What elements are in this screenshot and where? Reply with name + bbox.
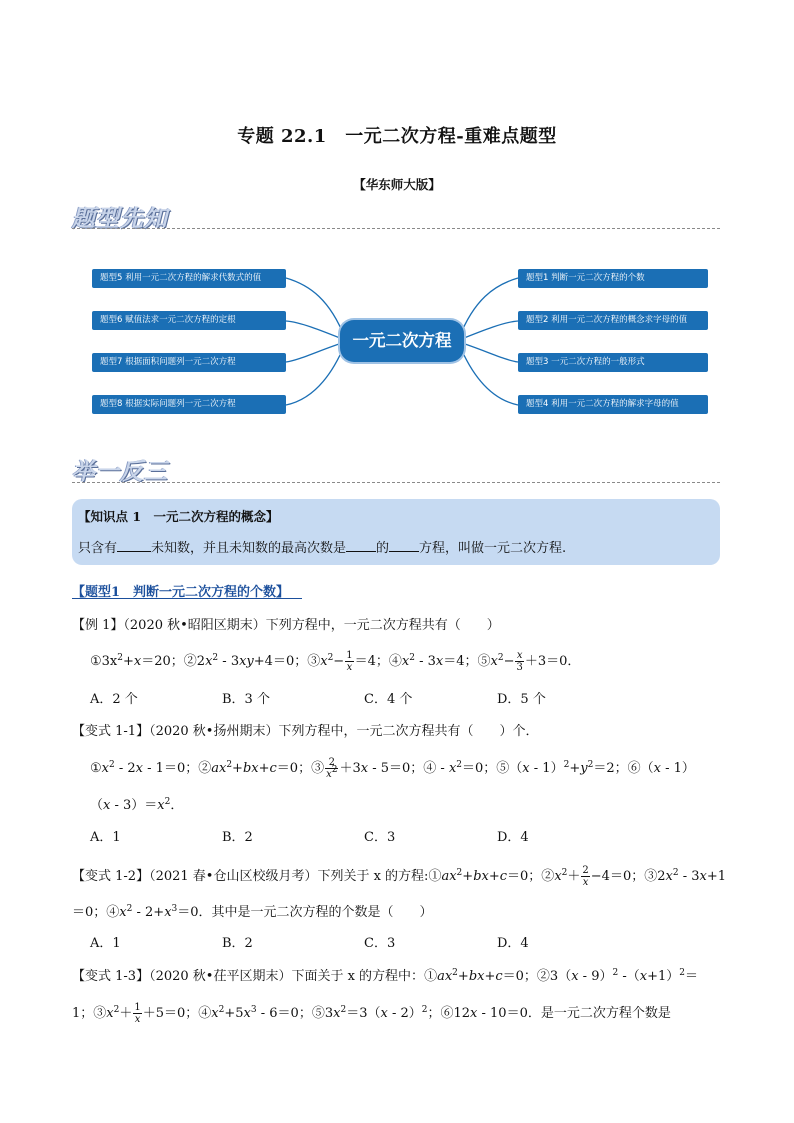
variant-1-2-line1: 【变式 1-2】（2021 春•仓山区校级月考）下列关于 x 的方程$:①ax^2+bx+c=0$；$②x^2+$ $\frac{2}{x}$ −4＝0；$③2x^2 - 3x+1$ <box>72 865 727 888</box>
blank-field <box>117 539 151 552</box>
variant-1-3-line1: 【变式 1-3】（2020 秋•茌平区期末）下面关于 x 的方程中：$①ax^2+bx+c=0$；②3（x - 9）$^2$ $-(x+1)^2=$ <box>72 968 699 984</box>
blank-field <box>346 539 376 552</box>
section-banner-practice: 举一反三 <box>72 459 168 485</box>
page-subtitle: 【华东师大版】 <box>353 177 441 192</box>
option-c: C．3 <box>364 830 396 845</box>
knowledge-text: 只含有 未知数，并且未知数的最高次数是 的 方程，叫做一元二次方程. <box>78 541 567 556</box>
mindmap-node-type6: 题型6 赋值法求一元二次方程的定根 <box>92 311 286 330</box>
option-d: D．4 <box>497 830 529 845</box>
option-a: A．2 个 <box>90 692 138 707</box>
option-c: C．4 个 <box>364 692 413 707</box>
mindmap-node-type3: 题型3 一元二次方程的一般形式 <box>518 353 708 372</box>
example-1-equations: $①3x^2+x=20$；$②2x^2 - 3xy+4=0$；$③x^2-$ $\frac{1}{x}$ ＝4；$④x^2 - 3x=4$；$⑤x^2-$ $\frac{x}{3}$ ＋3＝0． <box>90 650 581 673</box>
mindmap-center-node: 一元二次方程 <box>340 320 464 362</box>
knowledge-title: 【知识点 1 一元二次方程的概念】 <box>78 509 279 524</box>
option-c: C．3 <box>364 936 396 951</box>
mindmap-node-type1: 题型1 判断一元二次方程的个数 <box>518 269 708 288</box>
mindmap-node-type8: 题型8 根据实际问题列一元二次方程 <box>92 395 286 414</box>
option-b: B．2 <box>222 830 253 845</box>
mindmap-node-type4: 题型4 利用一元二次方程的解求字母的值 <box>518 395 708 414</box>
option-b: B．2 <box>222 936 253 951</box>
option-a: A．1 <box>90 830 121 845</box>
mindmap-node-type7: 题型7 根据面积问题列一元二次方程 <box>92 353 286 372</box>
section-title-type1: 【题型1 判断一元二次方程的个数】 <box>72 585 290 600</box>
mindmap-node-type2: 题型2 利用一元二次方程的概念求字母的值 <box>518 311 708 330</box>
variant-1-1-equations-cont: $(x - 3)=x^2$． <box>90 797 184 813</box>
mindmap-node-type5: 题型5 利用一元二次方程的解求代数式的值 <box>92 269 286 288</box>
option-b: B．3 个 <box>222 692 270 707</box>
option-d: D．5 个 <box>497 692 546 707</box>
variant-1-2-line2: ＝0；$④x^2 - 2+x^3=0$．其中是一元二次方程的个数是（ ） <box>72 904 433 920</box>
section-banner-overview: 题型先知 <box>72 206 168 232</box>
option-a: A．1 <box>90 936 121 951</box>
option-d: D．4 <box>497 936 529 951</box>
banner-divider <box>72 482 720 483</box>
section-underline <box>72 598 302 599</box>
example-1-stem: 【例 1】（2020 秋•昭阳区期末）下列方程中，一元二次方程共有（ ） <box>72 618 500 633</box>
variant-1-1-equations: $①x^2 - 2x - 1=0$；$②ax^2+bx+c=0$；③ $\frac{2}{x^2}$ ＋3x - 5＝0；④ - $x^2=0$；⑤（x - $1)^2+y^2=2$；⑥（x - 1） <box>90 757 695 780</box>
page-title: 专题 22.1 一元二次方程-重难点题型 <box>237 126 557 147</box>
blank-field <box>389 539 419 552</box>
variant-1-3-line2: 1；$③x^2+$ $\frac{1}{x}$ ＋5＝0；$④x^2+5x^3 - 6=0$；$⑤3x^2=3(x - 2)^2$；⑥12x - 10＝0．是一元二次方程个数是 <box>72 1002 671 1025</box>
variant-1-1-stem: 【变式 1-1】（2020 秋•扬州期末）下列方程中，一元二次方程共有（ ）个． <box>72 724 539 739</box>
